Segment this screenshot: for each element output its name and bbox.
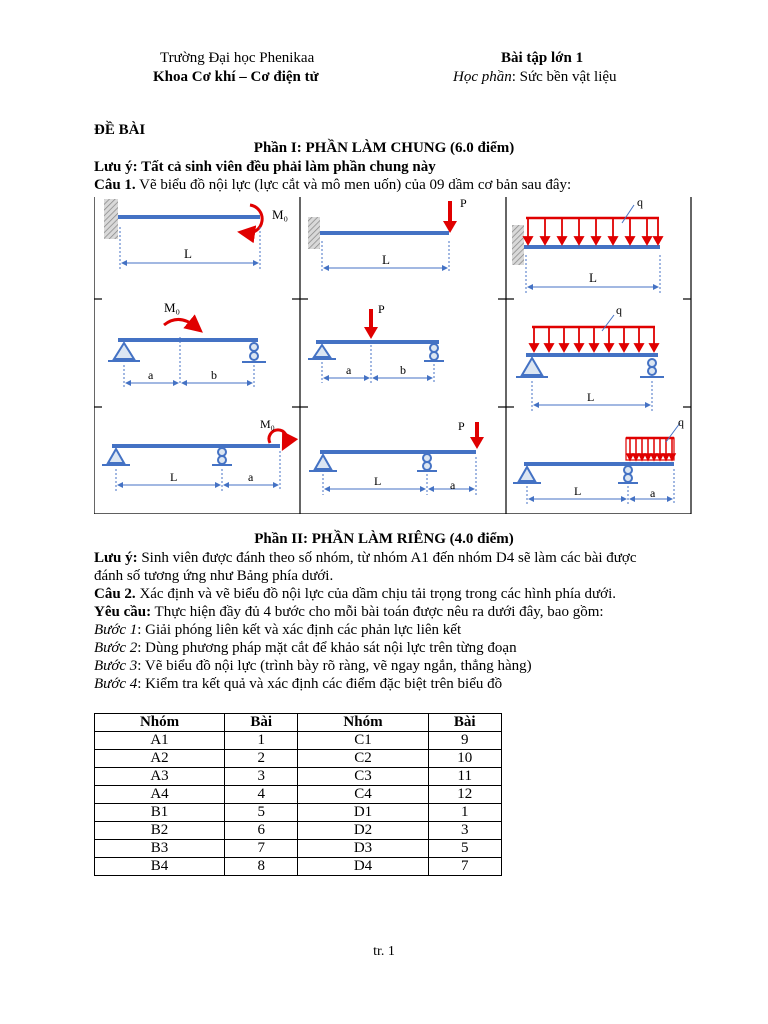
table-cell: C2 [298, 750, 428, 768]
table-cell: 10 [428, 750, 501, 768]
table-cell: 12 [428, 786, 501, 804]
header-course [453, 67, 617, 87]
label-L: L [382, 252, 390, 267]
label-L: L [589, 270, 597, 285]
diagram-8 [309, 419, 484, 495]
beam-diagram-grid [94, 197, 692, 514]
table-cell: A3 [95, 768, 225, 786]
step-2-label: Bước 2 [94, 640, 138, 656]
step-2 [94, 639, 517, 657]
table-cell: D4 [298, 858, 428, 876]
step-1-text: : Giải phóng liên kết và xác định các phản lực liên kết [137, 622, 462, 638]
label-b: b [211, 368, 217, 382]
label-b: b [400, 363, 406, 377]
diagram-7 [102, 417, 287, 491]
table-row [95, 786, 502, 804]
table-cell: B1 [95, 804, 225, 822]
label-L: L [170, 470, 178, 484]
label-L: L [184, 246, 192, 261]
label-M0: M₀ [272, 207, 289, 222]
table-row [95, 840, 502, 858]
diagram-6 [516, 303, 664, 411]
diagram-4 [108, 300, 266, 389]
table-cell: 9 [428, 732, 501, 750]
diagram-2 [308, 197, 467, 273]
q1-text: Vẽ biểu đồ nội lực (lực cắt và mô men uốn) của 09 dầm cơ bản sau đây: [135, 177, 572, 193]
step-3 [94, 657, 532, 675]
beam-diagrams-svg [94, 197, 692, 514]
label-P: P [460, 197, 467, 210]
part2-note-text: Sinh viên được đánh theo số nhóm, từ nhóm A1 đến nhóm D4 sẽ làm các bài được [137, 550, 637, 566]
header-course-label: Học phần [453, 69, 512, 85]
table-cell: A1 [95, 732, 225, 750]
part2-note-cont: đánh số tương ứng như Bảng phía dưới. [94, 568, 334, 584]
table-cell: A2 [95, 750, 225, 768]
label-q: q [678, 415, 684, 429]
part1-title: Phần I: PHẦN LÀM CHUNG (6.0 điểm) [253, 140, 515, 156]
table-cell: 5 [428, 840, 501, 858]
table-cell: D1 [298, 804, 428, 822]
label-a: a [450, 478, 456, 492]
part2-question [94, 585, 616, 603]
part1-note: Lưu ý: Tất cả sinh viên đều phải làm phần chung này [94, 159, 436, 175]
req-label: Yêu cầu: [94, 604, 152, 620]
step-4-text: : Kiểm tra kết quả và xác định các điểm đặc biệt trên biểu đồ [137, 676, 503, 692]
part2-requirement [94, 603, 604, 621]
table-cell: 7 [428, 858, 501, 876]
table-cell: A4 [95, 786, 225, 804]
table-cell: C3 [298, 768, 428, 786]
label-L: L [574, 484, 582, 498]
table-header-cell: Bài [428, 714, 501, 732]
table-cell: 1 [428, 804, 501, 822]
label-P: P [378, 302, 385, 316]
label-a: a [248, 470, 254, 484]
q1-label: Câu 1. [94, 177, 136, 193]
table-cell: D2 [298, 822, 428, 840]
part2-note-label: Lưu ý: [94, 550, 138, 566]
table-header-row [95, 714, 502, 732]
label-P: P [458, 419, 465, 433]
q2-label: Câu 2. [94, 586, 136, 602]
label-a: a [650, 486, 656, 500]
label-a: a [148, 368, 154, 382]
diagram-3 [512, 197, 662, 293]
table-cell: 3 [225, 768, 298, 786]
table-row [95, 732, 502, 750]
label-q: q [616, 303, 622, 317]
table-cell: B2 [95, 822, 225, 840]
table-header-cell: Nhóm [95, 714, 225, 732]
group-assignment-table [94, 713, 502, 876]
table-header-cell: Nhóm [298, 714, 428, 732]
diagram-5 [308, 302, 444, 383]
label-q: q [637, 197, 643, 209]
table-cell: B3 [95, 840, 225, 858]
q2-text: Xác định và vẽ biểu đồ nội lực của dầm chịu tải trọng trong các hình phía dưới. [135, 586, 616, 602]
step-1-label: Bước 1 [94, 622, 138, 638]
table-cell: 7 [225, 840, 298, 858]
step-2-text: : Dùng phương pháp mặt cắt để khảo sát nội lực trên từng đoạn [137, 640, 517, 656]
step-4 [94, 675, 502, 693]
table-cell: 1 [225, 732, 298, 750]
step-3-text: : Vẽ biểu đồ nội lực (trình bày rõ ràng, vẽ ngay ngắn, thẳng hàng) [137, 658, 532, 674]
table-cell: C4 [298, 786, 428, 804]
table-row [95, 804, 502, 822]
diagram-9 [513, 415, 684, 505]
part2-note [94, 549, 637, 567]
table-cell: 5 [225, 804, 298, 822]
table-cell: 3 [428, 822, 501, 840]
header-assignment: Bài tập lớn 1 [501, 50, 584, 66]
step-1 [94, 621, 461, 639]
table-cell: 6 [225, 822, 298, 840]
table-cell: 11 [428, 768, 501, 786]
table-row [95, 822, 502, 840]
label-M0: M₀ [164, 300, 181, 315]
page-number: tr. 1 [373, 944, 395, 959]
step-3-label: Bước 3 [94, 658, 138, 674]
part1-question [94, 176, 571, 194]
table-cell: B4 [95, 858, 225, 876]
table-cell: 2 [225, 750, 298, 768]
label-L: L [374, 474, 382, 488]
table-cell: D3 [298, 840, 428, 858]
heading: ĐỀ BÀI [94, 122, 146, 138]
label-a: a [346, 363, 352, 377]
table-cell: 8 [225, 858, 298, 876]
label-M0: M₀ [260, 417, 275, 431]
step-4-label: Bước 4 [94, 676, 138, 692]
header-course-value: : Sức bền vật liệu [511, 69, 617, 85]
label-L: L [587, 390, 595, 404]
table-row [95, 768, 502, 786]
diagram-1 [104, 199, 288, 269]
table-cell: C1 [298, 732, 428, 750]
table-cell: 4 [225, 786, 298, 804]
part2-title: Phần II: PHẦN LÀM RIÊNG (4.0 điểm) [254, 531, 514, 547]
table-row [95, 750, 502, 768]
header-faculty: Khoa Cơ khí – Cơ điện tử [153, 69, 319, 85]
req-text: Thực hiện đầy đủ 4 bước cho mỗi bài toán được nêu ra dưới đây, bao gồm: [151, 604, 604, 620]
table-header-cell: Bài [225, 714, 298, 732]
table-row [95, 858, 502, 876]
header-university: Trường Đại học Phenikaa [160, 50, 315, 66]
